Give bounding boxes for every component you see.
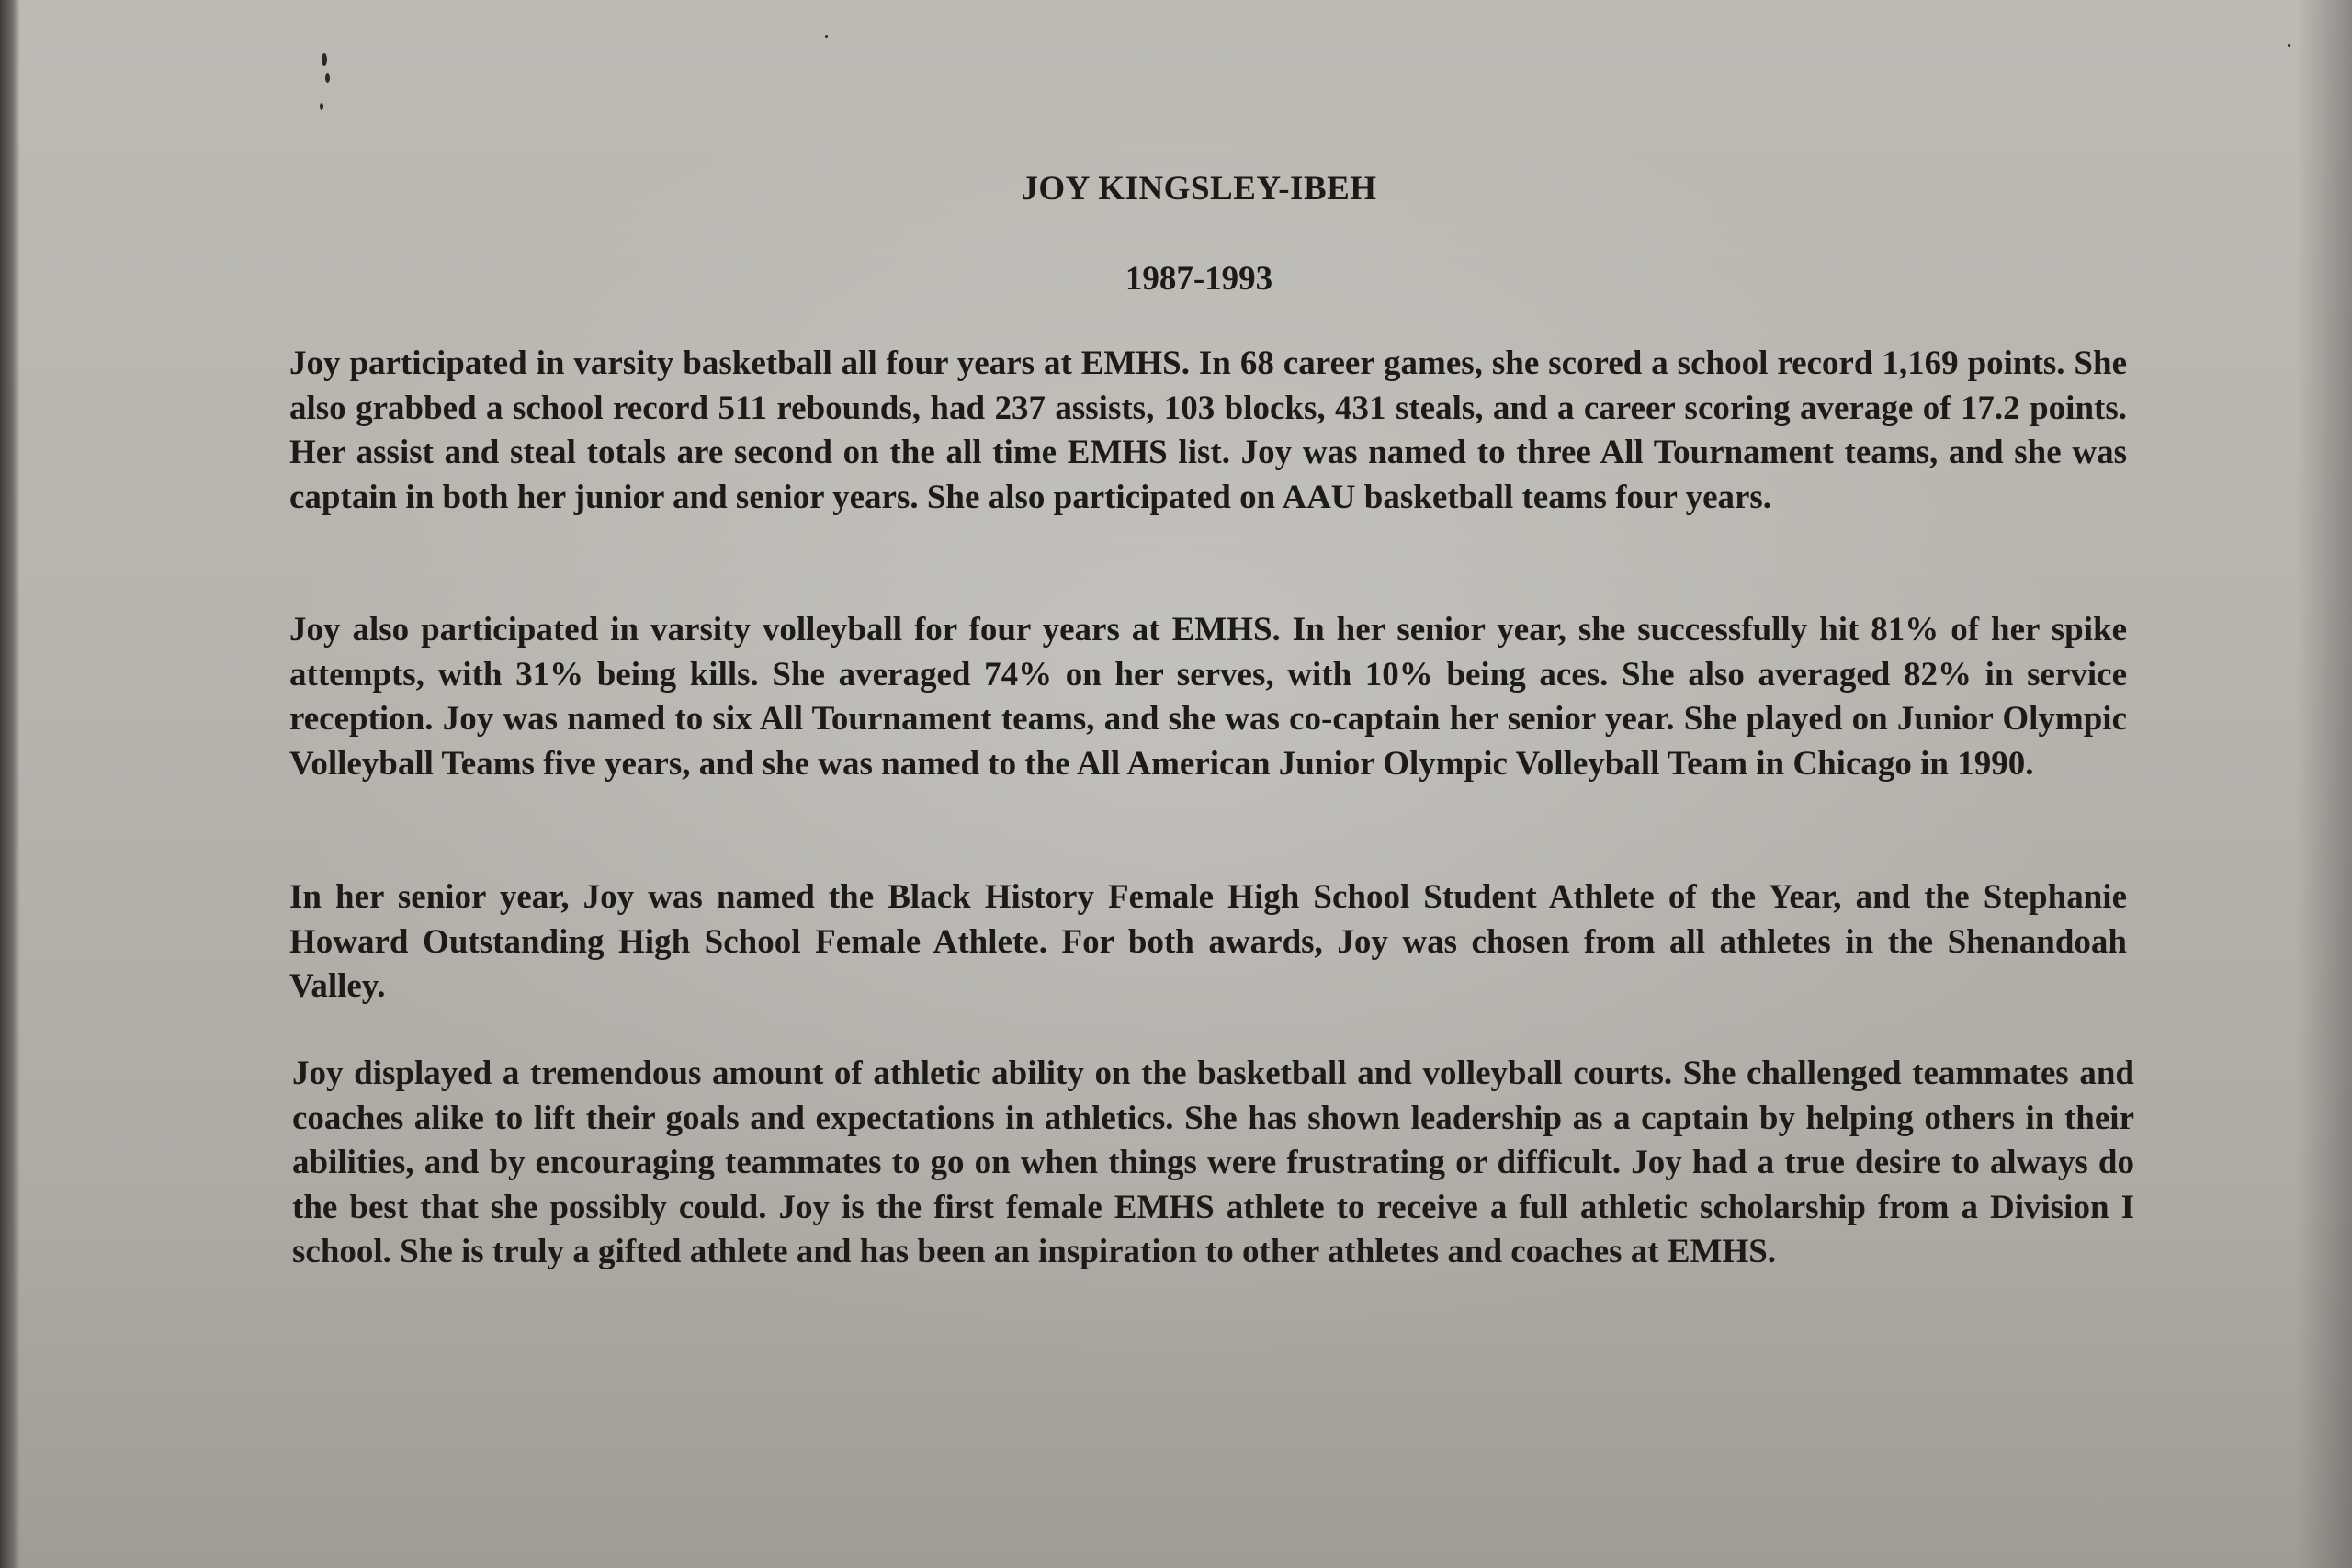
document-years: 1987-1993: [1125, 260, 1273, 298]
paragraph-volleyball: Joy also participated in varsity volleyball for four years at EMHS. In her senior year, she successfully hit 81% of her spike attempts, with 31% being kills. She averaged 74% on her serves, with 10% being aces. She also averaged 82% in service reception. Joy was named to six All Tournament teams, and she was co-captain her senior year. She played on Junior Olympic Volleyball Teams five years, and she was named to the All American Junior Olympic Volleyball Team in Chicago in 1990.: [289, 611, 2127, 783]
paragraph-awards: In her senior year, Joy was named the Black History Female High School Student Athlete of the Year, and the Stephanie Howard Outstanding High School Female Athlete. For both awards, Joy was chosen from all athletes in the Shenandoah Valley.: [289, 878, 2127, 1005]
document-title: JOY KINGSLEY-IBEH: [1021, 170, 1377, 208]
paragraph-summary: Joy displayed a tremendous amount of athletic ability on the basketball and volleyball courts. She challenged teammates and coaches alike to lift their goals and expectations in athletics. She has shown leadership as a captain by helping others in their abilities, and by encouraging teammates to go on when things were frustrating or difficult. Joy had a true desire to always do the best that she possibly could. Joy is the first female EMHS athlete to receive a full athletic scholarship from a Division I school. She is truly a gifted athlete and has been an inspiration to other athletes and coaches at EMHS.: [292, 1055, 2134, 1270]
paragraph-basketball: Joy participated in varsity basketball all four years at EMHS. In 68 career games, she scored a school record 1,169 points. She also grabbed a school record 511 rebounds, had 237 assists, 103 blocks, 431 steals, and a career scoring average of 17.2 points. Her assist and steal totals are second on the all time EMHS list. Joy was named to three All Tournament teams, and she was captain in both her junior and senior years. She also participated on AAU basketball teams four years.: [289, 344, 2127, 516]
